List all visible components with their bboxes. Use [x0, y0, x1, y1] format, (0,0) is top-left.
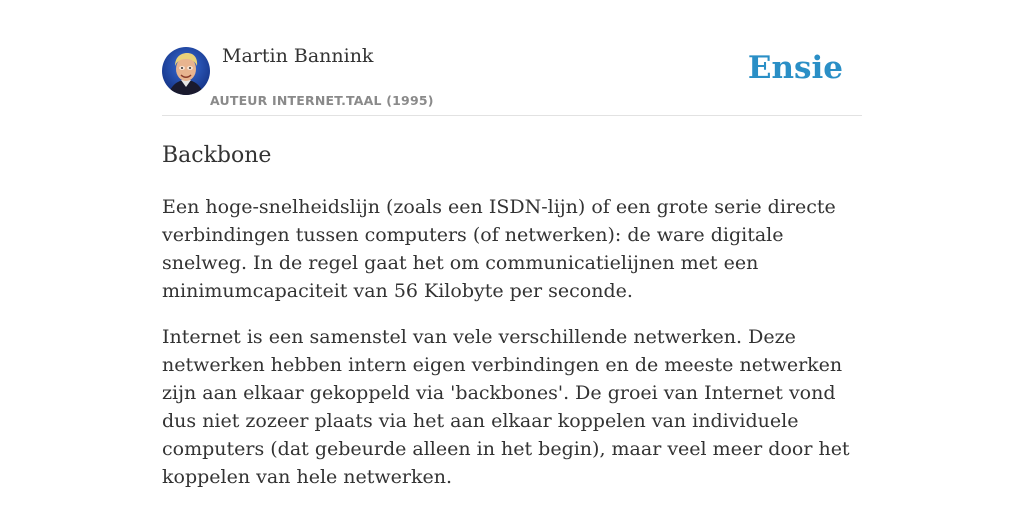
author-photo: [162, 47, 210, 95]
entry-header: [162, 0, 862, 116]
entry-card: [162, 0, 862, 491]
entry-paragraph: Internet is een samenstel van vele verschillende netwerken. Deze netwerken hebben intern eigen verbindingen en de meeste netwerken zijn aan elkaar gekoppeld via 'backbones'. De groei van Internet vond dus niet zozeer plaats via het aan elkaar koppelen van individuele computers (dat gebeurde alleen in het begin), maar veel meer door het koppelen van hele netwerken.: [162, 326, 850, 488]
author-name[interactable]: Martin Bannink: [222, 45, 374, 67]
author-avatar[interactable]: [162, 47, 210, 95]
author-role: AUTEUR INTERNET.TAAL (1995): [210, 93, 434, 108]
entry-title: Backbone: [162, 143, 272, 168]
brand-logo[interactable]: Ensie: [747, 50, 843, 86]
entry-paragraph: Een hoge-snelheidslijn (zoals een ISDN-lijn) of een grote serie directe verbindingen tussen computers (of netwerken): de ware digitale snelweg. In de regel gaat het om communicatielijnen met een minimumcapaciteit van 56 Kilobyte per seconde.: [162, 196, 836, 302]
